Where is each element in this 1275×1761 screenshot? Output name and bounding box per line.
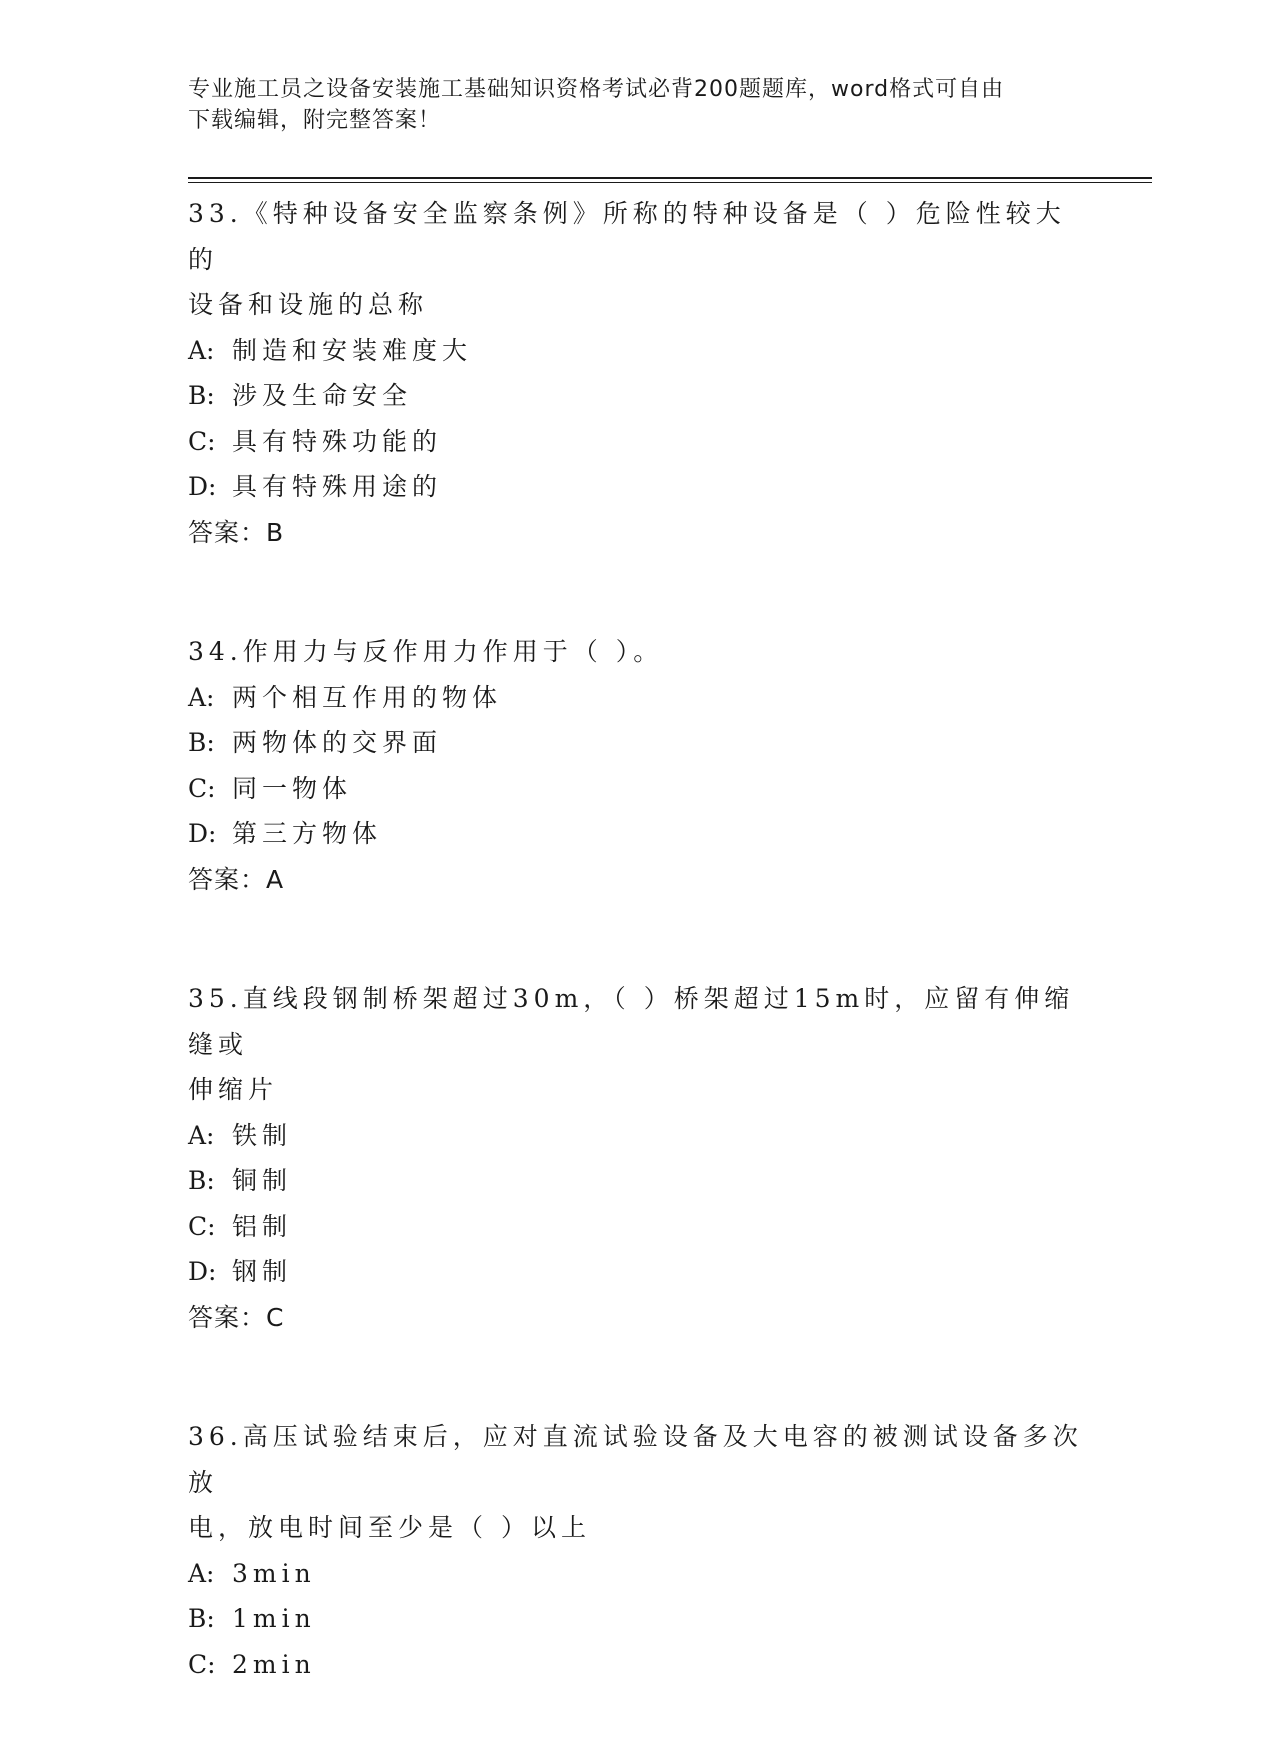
question-35 xyxy=(188,976,1088,1340)
option-a xyxy=(188,675,1088,721)
answer-line: 答案：B xyxy=(188,517,285,547)
option-text: 制造和安装难度大 xyxy=(232,335,473,365)
question-stem-line-2: 设备和设施的总称 xyxy=(188,290,429,319)
option-d xyxy=(188,811,1088,857)
question-stem-line-1: 34.作用力与反作用力作用于（ ）。 xyxy=(188,637,664,666)
option-text: 具有特殊用途的 xyxy=(232,472,443,501)
option-letter: C: xyxy=(188,1211,216,1241)
option-d xyxy=(188,464,1088,510)
option-letter: C: xyxy=(188,426,216,456)
option-letter: C: xyxy=(188,1649,216,1679)
option-text: 涉及生命安全 xyxy=(232,381,413,410)
option-text: 钢制 xyxy=(232,1257,293,1286)
option-letter: B: xyxy=(188,1166,215,1195)
header-divider-thick xyxy=(188,177,1152,179)
option-letter: B: xyxy=(188,381,215,410)
header-line-2: 下载编辑，附完整答案！ xyxy=(188,108,442,133)
option-a xyxy=(188,1113,1088,1159)
header-line-1: 专业施工员之设备安装施工基础知识资格考试必背200题题库，word格式可自由 xyxy=(188,77,1005,102)
question-stem-line-1: 36.高压试验结束后，应对直流试验设备及大电容的被测试设备多次放 xyxy=(188,1422,1083,1497)
option-letter: B: xyxy=(188,728,215,757)
option-letter: A: xyxy=(188,335,215,365)
question-stem-line-1: 33.《特种设备安全监察条例》所称的特种设备是（ ）危险性较大的 xyxy=(188,199,1066,274)
option-letter: D: xyxy=(188,1257,217,1286)
document-header xyxy=(188,74,1088,136)
option-b xyxy=(188,720,1088,766)
option-a xyxy=(188,1551,1088,1597)
option-text: 2min xyxy=(232,1649,316,1679)
option-letter: A: xyxy=(188,682,215,712)
option-a xyxy=(188,328,1088,374)
question-34 xyxy=(188,629,1088,902)
option-text: 1min xyxy=(232,1604,316,1633)
question-stem-line-1: 35.直线段钢制桥架超过30m，（ ）桥架超过15m时，应留有伸缩缝或 xyxy=(188,984,1075,1059)
option-text: 两物体的交界面 xyxy=(232,728,443,757)
question-stem-line-2: 伸缩片 xyxy=(188,1075,279,1104)
option-letter: A: xyxy=(188,1120,215,1150)
option-b xyxy=(188,373,1088,419)
option-text: 同一物体 xyxy=(232,773,353,803)
option-text: 铝制 xyxy=(232,1211,293,1241)
question-stem-line-2: 电，放电时间至少是（ ）以上 xyxy=(188,1513,591,1542)
option-c xyxy=(188,1204,1088,1250)
option-text: 3min xyxy=(232,1558,316,1588)
option-text: 铜制 xyxy=(232,1166,293,1195)
option-letter: C: xyxy=(188,773,216,803)
option-letter: A: xyxy=(188,1558,215,1588)
option-text: 第三方物体 xyxy=(232,819,383,848)
option-c xyxy=(188,1642,1088,1688)
answer-line: 答案：C xyxy=(188,1302,285,1332)
option-letter: D: xyxy=(188,819,217,848)
option-c xyxy=(188,766,1088,812)
option-letter: B: xyxy=(188,1604,215,1633)
question-36 xyxy=(188,1414,1088,1687)
option-b xyxy=(188,1596,1088,1642)
option-text: 两个相互作用的物体 xyxy=(232,682,503,712)
option-c xyxy=(188,419,1088,465)
question-33 xyxy=(188,191,1088,555)
option-text: 具有特殊功能的 xyxy=(232,426,443,456)
option-d xyxy=(188,1249,1088,1295)
answer-line: 答案：A xyxy=(188,864,285,894)
option-text: 铁制 xyxy=(232,1120,293,1150)
option-letter: D: xyxy=(188,472,217,501)
question-list xyxy=(188,191,1088,1761)
header-divider-thin xyxy=(188,182,1152,183)
option-b xyxy=(188,1158,1088,1204)
